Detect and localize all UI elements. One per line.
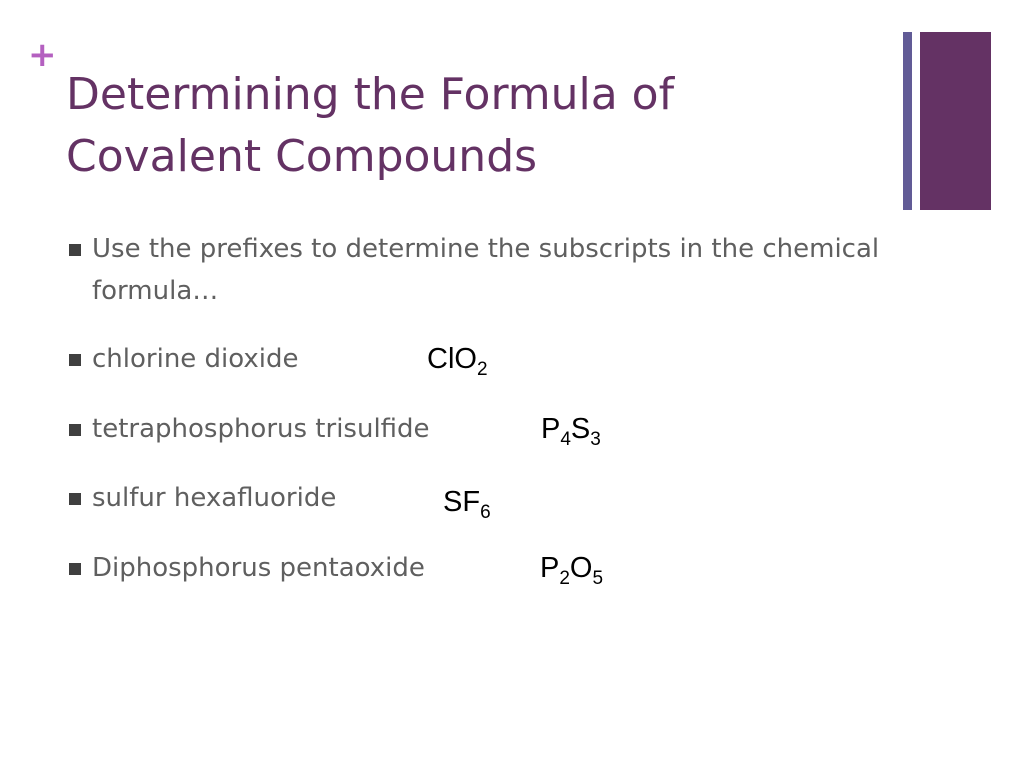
bullet-item-instructions [69,228,929,312]
accent-bar-thin [903,32,912,210]
formula-sulfur-hexafluoride [443,486,491,523]
formula-tetraphosphorus-trisulfide [541,413,601,450]
formula-part: P [541,413,561,445]
plus-icon: + [28,35,57,75]
bullet-marker-icon [69,354,81,366]
compound-name: chlorine dioxide [92,344,299,374]
formula-part: O [569,552,593,584]
bullet-marker-icon [69,493,81,505]
slide-title-line-1: Determining the Formula of [66,69,675,120]
slide-title-line-2: Covalent Compounds [66,131,538,182]
formula-part: ClO [427,343,477,375]
bullet-text: Use the prefixes to determine the subscripts in the chemical formula… [92,234,880,306]
formula-subscript: 2 [476,359,488,380]
slide-title [66,64,886,188]
formula-subscript: 3 [590,429,601,450]
formula-subscript: 5 [592,568,604,589]
compound-name: sulfur hexafluoride [92,483,337,513]
bullet-item-diphosphorus-pentaoxide [69,547,929,589]
compound-name: tetraphosphorus trisulfide [92,414,430,444]
bullet-item-chlorine-dioxide [69,338,929,380]
accent-bar-thick [920,32,991,210]
formula-part: SF [443,486,481,518]
bullet-marker-icon [69,244,81,256]
formula-part: P [540,552,560,584]
formula-chlorine-dioxide [427,343,488,380]
bullet-marker-icon [69,563,81,575]
formula-subscript: 6 [480,502,491,523]
formula-subscript: 4 [560,429,571,450]
bullet-item-tetraphosphorus-trisulfide [69,408,929,450]
compound-name: Diphosphorus pentaoxide [92,553,425,583]
formula-part: S [570,413,591,445]
bullet-item-sulfur-hexafluoride [69,477,929,519]
formula-diphosphorus-pentaoxide [540,552,604,589]
bullet-marker-icon [69,424,81,436]
formula-subscript: 2 [559,568,570,589]
